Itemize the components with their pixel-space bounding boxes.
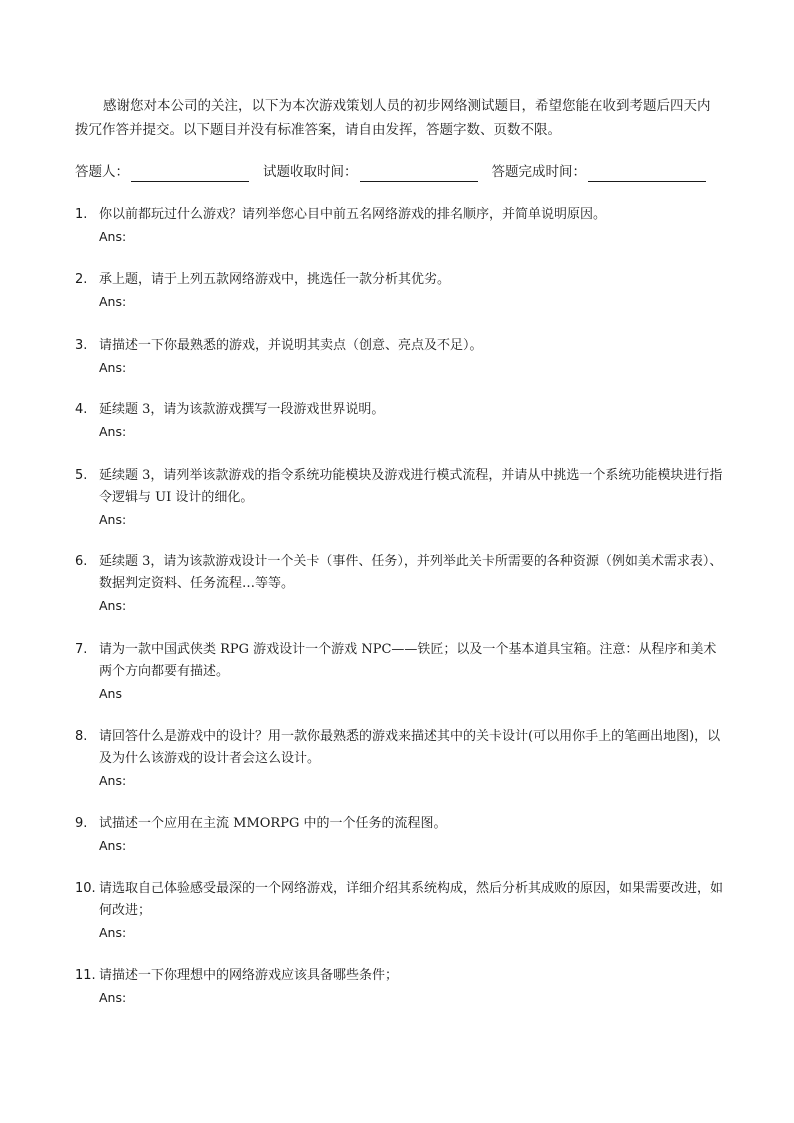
- question-item: [75, 726, 723, 792]
- question-number: 6.: [75, 554, 88, 569]
- answer-label: Ans:: [99, 598, 127, 613]
- respondent-field: [75, 162, 249, 182]
- answer-label: Ans:: [99, 424, 127, 439]
- received-time-label: 试题收取时间：: [263, 164, 358, 180]
- question-text: 请选取自己体验感受最深的一个网络游戏，详细介绍其系统构成，然后分析其成败的原因，如果需要改进，如何改进；: [99, 881, 724, 918]
- completed-time-label: 答题完成时间：: [491, 164, 586, 180]
- question-item: [75, 269, 723, 313]
- question-item: [75, 878, 723, 944]
- question-text: 请回答什么是游戏中的设计？用一款你最熟悉的游戏来描述其中的关卡设计(可以用你手上的笔画出地图)，以及为什么该游戏的设计者会这么设计。: [99, 729, 721, 766]
- answer-label: Ans:: [99, 838, 127, 853]
- answer-label: Ans:: [99, 229, 127, 244]
- question-number: 4.: [75, 402, 88, 417]
- answer-info-row: [75, 162, 723, 182]
- question-item: [75, 813, 723, 857]
- completed-time-blank[interactable]: [588, 165, 706, 182]
- question-text: 请为一款中国武侠类 RPG 游戏设计一个游戏 NPC——铁匠；以及一个基本道具宝箱。注意：从程序和美术两个方向都要有描述。: [99, 642, 717, 679]
- question-number: 7.: [75, 642, 88, 657]
- question-item: [75, 465, 723, 531]
- question-number: 2.: [75, 272, 88, 287]
- question-number: 5.: [75, 468, 88, 483]
- question-item: [75, 204, 723, 248]
- question-number: 11.: [75, 968, 96, 983]
- question-number: 1.: [75, 207, 88, 222]
- question-text: 试描述一个应用在主流 MMORPG 中的一个任务的流程图。: [99, 816, 447, 831]
- received-time-field: [263, 162, 478, 182]
- question-text: 延续题 3，请为该款游戏撰写一段游戏世界说明。: [99, 402, 385, 417]
- intro-paragraph: 感谢您对本公司的关注，以下为本次游戏策划人员的初步网络测试题目，希望您能在收到考题后四天内拨冗作答并提交。以下题目并没有标准答案，请自由发挥，答题字数、页数不限。: [75, 98, 711, 138]
- question-number: 8.: [75, 729, 88, 744]
- answer-label: Ans:: [99, 512, 127, 527]
- question-number: 10.: [75, 881, 96, 896]
- received-time-blank[interactable]: [360, 165, 478, 182]
- question-text: 延续题 3，请列举该款游戏的指令系统功能模块及游戏进行模式流程，并请从中挑选一个系统功能模块进行指令逻辑与 UI 设计的细化。: [99, 468, 723, 505]
- question-item: [75, 551, 723, 617]
- question-text: 延续题 3，请为该款游戏设计一个关卡（事件、任务），并列举此关卡所需要的各种资源（例如美术需求表）、数据判定资料、任务流程…等等。: [99, 554, 723, 591]
- question-item: [75, 639, 723, 705]
- answer-label: Ans:: [99, 360, 127, 375]
- answer-label: Ans:: [99, 773, 127, 788]
- respondent-label: 答题人：: [75, 164, 129, 180]
- question-text: 请描述一下你理想中的网络游戏应该具备哪些条件；: [99, 968, 399, 983]
- answer-label: Ans:: [99, 990, 127, 1005]
- completed-time-field: [492, 162, 707, 182]
- answer-label: Ans:: [99, 925, 127, 940]
- respondent-blank[interactable]: [131, 165, 249, 182]
- question-item: [75, 965, 723, 1009]
- question-number: 9.: [75, 816, 88, 831]
- question-item: [75, 335, 723, 379]
- question-text: 承上题，请于上列五款网络游戏中，挑选任一款分析其优劣。: [99, 272, 451, 287]
- question-text: 你以前都玩过什么游戏？请列举您心目中前五名网络游戏的排名顺序，并简单说明原因。: [99, 207, 607, 222]
- answer-label: Ans:: [99, 294, 127, 309]
- question-item: [75, 399, 723, 443]
- question-number: 3.: [75, 338, 88, 353]
- answer-label: Ans: [99, 686, 122, 701]
- question-text: 请描述一下你最熟悉的游戏，并说明其卖点（创意、亮点及不足）。: [99, 338, 483, 353]
